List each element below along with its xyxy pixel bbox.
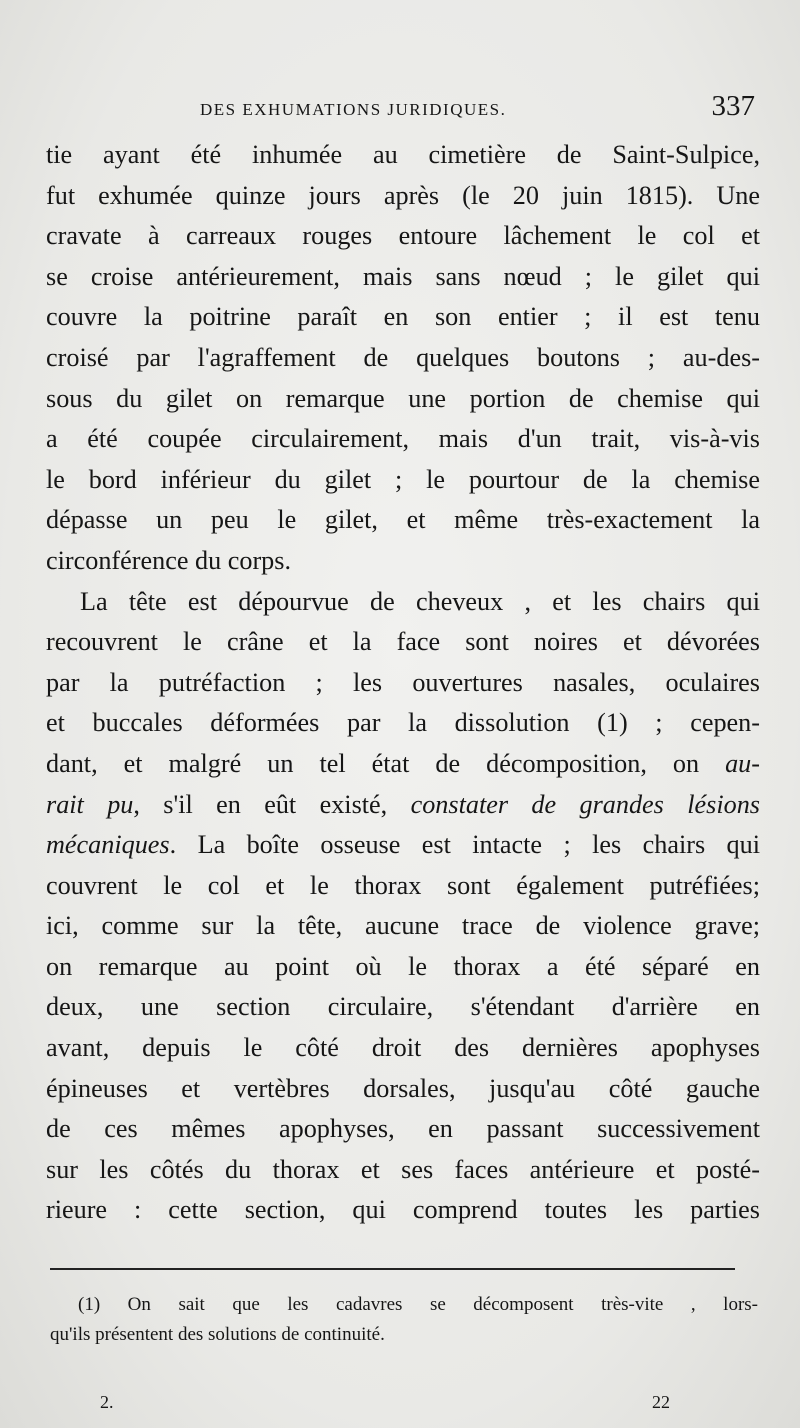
text-line xyxy=(46,825,760,866)
text-line: sur les côtés du thorax et ses faces antérieure et posté- xyxy=(46,1154,760,1184)
text-line: rieure : cette section, qui comprend toutes les parties xyxy=(46,1195,760,1225)
text-segment: , s'il en eût existé, xyxy=(133,789,411,819)
signature-mark-right: 22 xyxy=(652,1392,670,1412)
text-line: de ces mêmes apophyses, en passant successivement xyxy=(46,1114,760,1144)
signature-mark-left: 2. xyxy=(100,1392,114,1412)
page-number: 337 xyxy=(711,90,755,122)
footnote-line: qu'ils présentent des solutions de continuité. xyxy=(50,1324,385,1345)
text-line: tie ayant été inhumée au cimetière de Saint-Sulpice, xyxy=(46,140,760,169)
text-line: couvre la poitrine paraît en son entier ; il est tenu xyxy=(46,302,760,332)
text-line: ici, comme sur la tête, aucune trace de violence grave; xyxy=(46,911,760,941)
paragraph-end-line: circonférence du corps. xyxy=(46,545,292,575)
text-line: fut exhumée quinze jours après (le 20 juin 1815). Une xyxy=(46,180,760,210)
text-line: croisé par l'agraffement de quelques boutons ; au-des- xyxy=(46,342,760,372)
text-line: avant, depuis le côté droit des dernières apophyses xyxy=(46,1033,760,1063)
text-segment: . La boîte osseuse est intacte ; les chairs qui xyxy=(169,830,760,860)
text-line: cravate à carreaux rouges entoure lâchement le col et xyxy=(46,221,760,251)
body-text xyxy=(46,135,760,1231)
text-line: et buccales déformées par la dissolution (1) ; cepen- xyxy=(46,708,760,738)
text-line xyxy=(46,744,760,785)
page-header xyxy=(200,90,755,130)
italic-segment: constater de grandes lésions xyxy=(410,789,760,819)
text-line: on remarque au point où le thorax a été séparé en xyxy=(46,951,760,981)
text-line: dépasse un peu le gilet, et même très-exactement la xyxy=(46,505,760,535)
text-line: a été coupée circulairement, mais d'un trait, vis-à-vis xyxy=(46,424,760,454)
text-line: recouvrent le crâne et la face sont noires et dévorées xyxy=(46,627,760,657)
paragraph-start-line: La tête est dépourvue de cheveux , et les chairs qui xyxy=(80,586,760,616)
footnote-rule xyxy=(50,1268,735,1270)
text-line: épineuses et vertèbres dorsales, jusqu'au côté gauche xyxy=(46,1073,760,1103)
text-line: deux, une section circulaire, s'étendant d'arrière en xyxy=(46,992,760,1022)
italic-segment: rait pu xyxy=(46,789,134,819)
footnote-line: (1) On sait que les cadavres se décomposent très-vite , lors- xyxy=(78,1294,758,1315)
running-head: DES EXHUMATIONS JURIDIQUES. xyxy=(200,100,507,119)
text-line: le bord inférieur du gilet ; le pourtour de la chemise xyxy=(46,464,760,494)
italic-segment: mécaniques xyxy=(46,830,170,860)
footnote xyxy=(50,1290,758,1350)
text-line: couvrent le col et le thorax sont également putréfiées; xyxy=(46,870,760,900)
text-line: par la putréfaction ; les ouvertures nasales, oculaires xyxy=(46,667,760,697)
text-line: se croise antérieurement, mais sans nœud ; le gilet qui xyxy=(46,261,760,291)
text-line: sous du gilet on remarque une portion de chemise qui xyxy=(46,383,760,413)
text-segment: dant, et malgré un tel état de décomposition, on xyxy=(46,748,726,778)
italic-segment: au- xyxy=(725,748,760,778)
text-line xyxy=(46,785,760,826)
